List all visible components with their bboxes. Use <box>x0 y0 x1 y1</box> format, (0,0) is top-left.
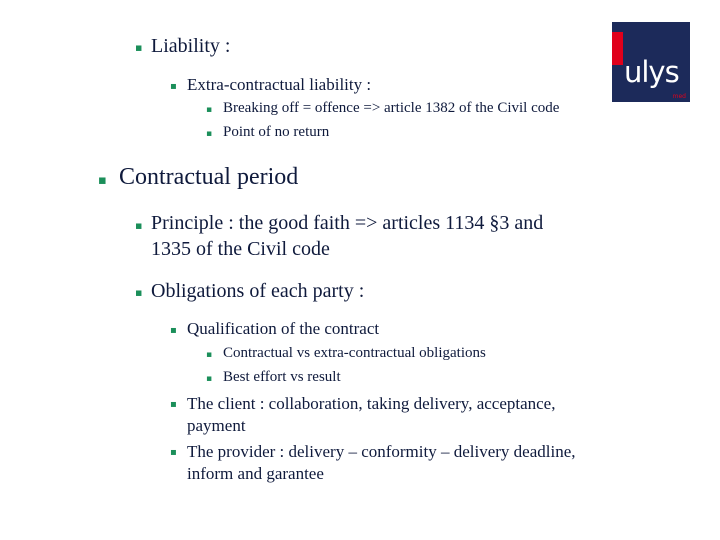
bullet-icon: ▪ <box>135 41 143 54</box>
bullet-extra-contractual: Extra-contractual liability : <box>187 75 372 94</box>
logo-wordmark: ulys <box>624 55 679 89</box>
bullet-icon: ▪ <box>170 81 177 92</box>
bullet-icon: ▪ <box>206 105 213 115</box>
bullet-principle-cont: 1335 of the Civil code <box>151 238 330 260</box>
bullet-client-cont: payment <box>187 416 246 435</box>
bullet-provider: The provider : delivery – conformity – delivery deadline, <box>187 442 576 461</box>
bullet-provider-cont: inform and garantee <box>187 464 324 483</box>
bullet-icon: ▪ <box>206 374 213 384</box>
heading-contractual-period: Contractual period <box>119 164 299 190</box>
bullet-liability: Liability : <box>151 35 231 57</box>
bullet-icon: ▪ <box>135 286 143 299</box>
bullet-principle: Principle : the good faith => articles 1134 §3 and <box>151 212 544 234</box>
bullet-obligations: Obligations of each party : <box>151 280 365 302</box>
bullet-icon: ▪ <box>170 447 177 458</box>
bullet-icon: ▪ <box>206 129 213 139</box>
bullet-qualification: Qualification of the contract <box>187 319 380 338</box>
bullet-icon: ▪ <box>206 350 213 360</box>
bullet-icon: ▪ <box>98 173 107 188</box>
ulys-logo <box>612 22 690 102</box>
bullet-client: The client : collaboration, taking delivery, acceptance, <box>187 394 556 413</box>
bullet-icon: ▪ <box>170 399 177 410</box>
bullet-contractual-vs: Contractual vs extra-contractual obligations <box>223 345 486 361</box>
logo-subtext: med <box>672 93 686 100</box>
bullet-breaking-off: Breaking off = offence => article 1382 of the Civil code <box>223 100 560 116</box>
bullet-best-effort: Best effort vs result <box>223 369 341 385</box>
bullet-icon: ▪ <box>135 219 143 232</box>
logo-red-bar <box>612 32 623 65</box>
bullet-point-of-no-return: Point of no return <box>223 124 330 140</box>
bullet-icon: ▪ <box>170 325 177 336</box>
